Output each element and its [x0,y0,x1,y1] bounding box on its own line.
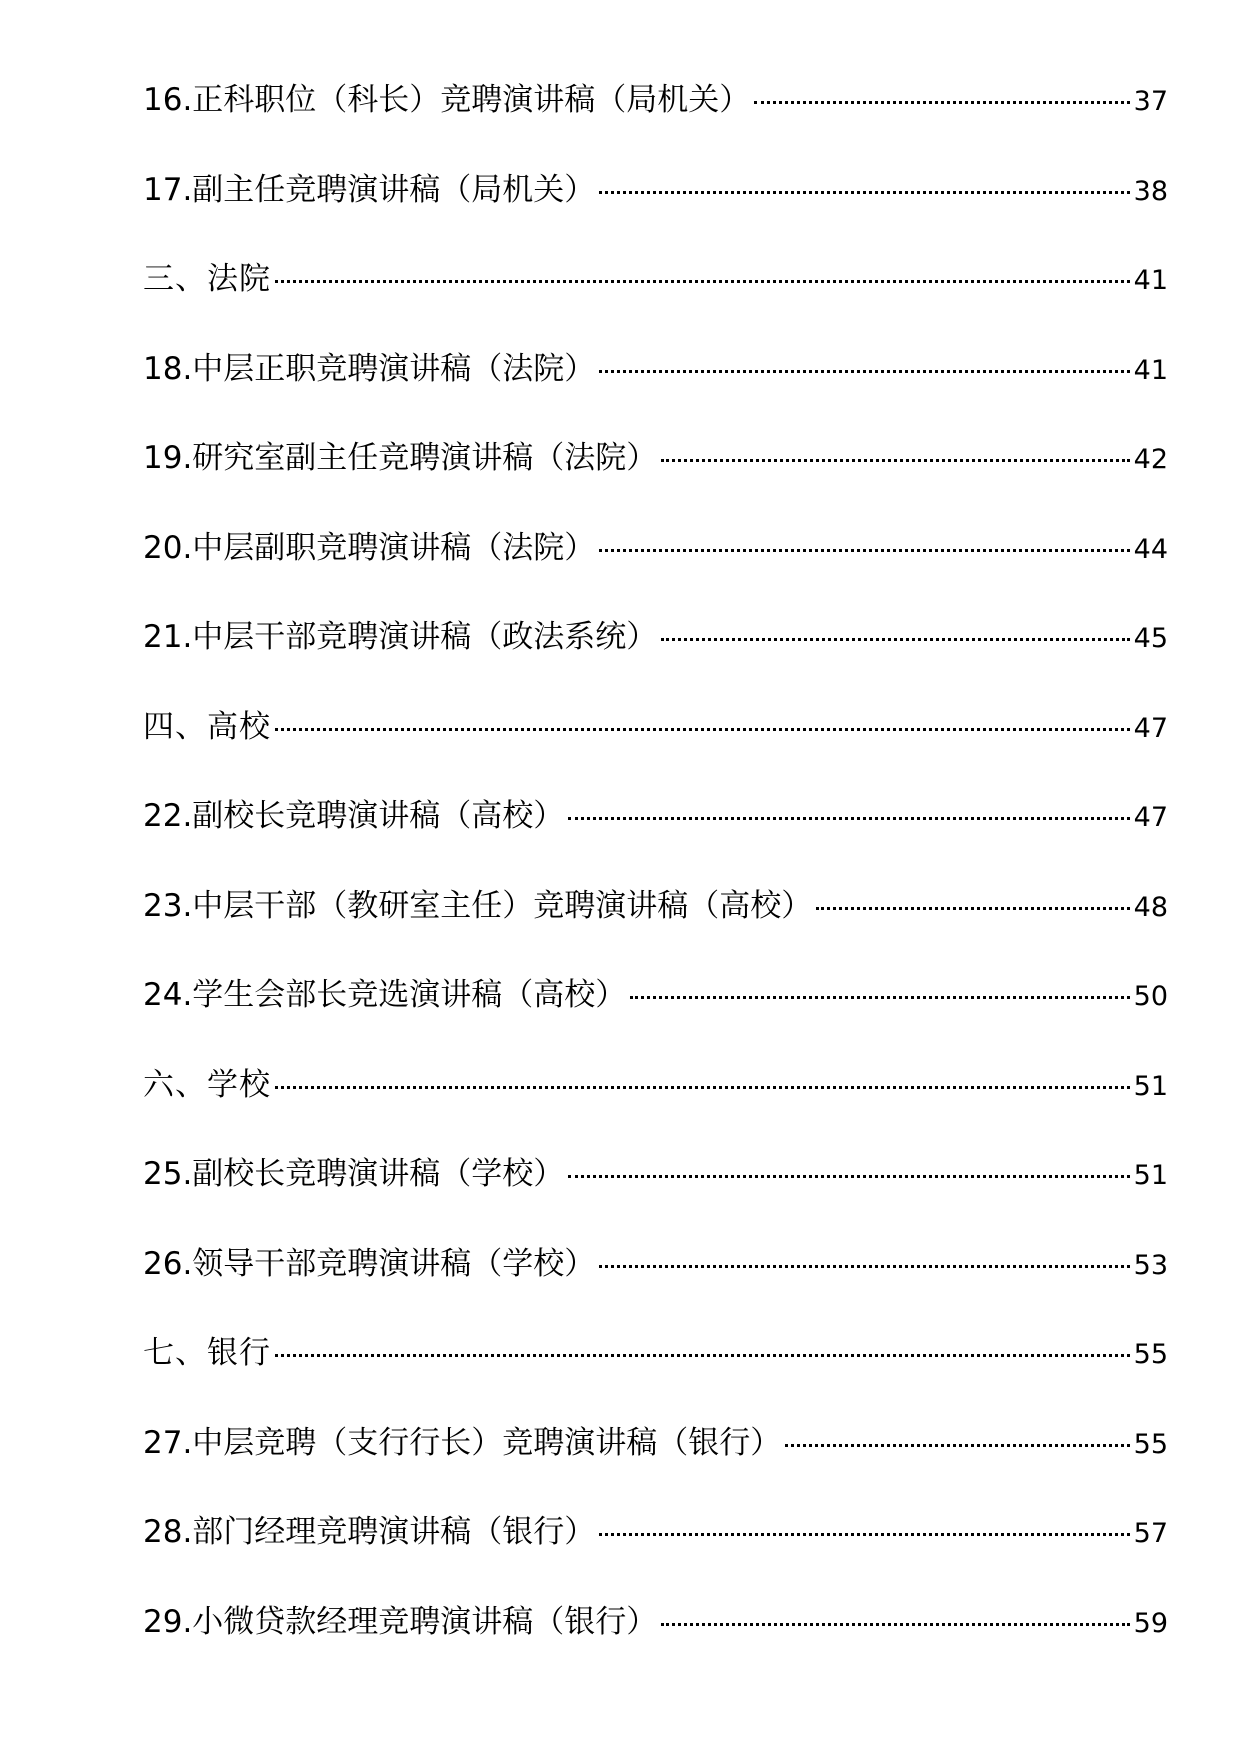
toc-page-number: 48 [1133,891,1168,923]
toc-entry-title: 27.中层竞聘（支行行长）竞聘演讲稿（银行） [143,1424,782,1461]
toc-page-number: 47 [1133,712,1168,744]
toc-dot-leader [599,191,1129,194]
table-of-contents [143,80,1168,1691]
toc-page-number: 50 [1133,981,1168,1012]
toc-dot-leader [275,1086,1130,1089]
toc-page-number: 51 [1133,1070,1168,1102]
toc-dot-leader [661,638,1129,641]
toc-page-number: 55 [1133,1339,1168,1370]
toc-section-heading[interactable] [143,259,1168,349]
toc-entry-title: 21.中层干部竞聘演讲稿（政法系统） [143,619,658,655]
toc-entry[interactable] [143,1244,1168,1334]
toc-entry-title: 17.副主任竞聘演讲稿（局机关） [143,171,596,208]
toc-entry[interactable] [143,617,1168,707]
toc-section-title: 七、银行 [143,1335,271,1371]
toc-dot-leader [816,907,1129,910]
toc-page-number: 41 [1133,354,1168,386]
toc-dot-leader [785,1444,1129,1447]
toc-entry[interactable] [143,796,1168,886]
toc-page-number: 45 [1133,623,1168,654]
toc-dot-leader [275,280,1130,283]
toc-page-number: 37 [1133,86,1168,117]
toc-entry-title: 29.小微贷款经理竞聘演讲稿（银行） [143,1603,658,1640]
toc-entry-title: 22.副校长竞聘演讲稿（高校） [143,798,565,834]
toc-entry-title: 25.副校长竞聘演讲稿（学校） [143,1156,565,1192]
toc-dot-leader [568,817,1129,820]
toc-dot-leader [630,996,1129,999]
toc-entry-title: 28.部门经理竞聘演讲稿（银行） [143,1514,596,1550]
toc-entry[interactable] [143,1512,1168,1602]
toc-page-number: 42 [1133,444,1168,475]
toc-dot-leader [275,1354,1130,1357]
toc-entry[interactable] [143,438,1168,528]
toc-page-number: 51 [1133,1160,1168,1191]
toc-dot-leader [599,549,1129,552]
toc-dot-leader [661,459,1129,462]
toc-entry-title: 24.学生会部长竞选演讲稿（高校） [143,977,627,1013]
toc-section-heading[interactable] [143,1333,1168,1423]
toc-entry[interactable] [143,1154,1168,1244]
toc-section-heading[interactable] [143,1065,1168,1155]
toc-entry-title: 20.中层副职竞聘演讲稿（法院） [143,529,596,566]
toc-entry[interactable] [143,1602,1168,1692]
toc-page-number: 44 [1133,533,1168,565]
toc-page-number: 55 [1133,1428,1168,1460]
toc-entry-title: 16.正科职位（科长）竞聘演讲稿（局机关） [143,82,751,118]
toc-entry-title: 26.领导干部竞聘演讲稿（学校） [143,1245,596,1282]
toc-dot-leader [568,1175,1129,1178]
toc-page-number: 53 [1133,1249,1168,1281]
toc-entry[interactable] [143,886,1168,976]
toc-dot-leader [599,1265,1129,1268]
toc-page-number: 59 [1133,1607,1168,1639]
toc-dot-leader [275,728,1130,731]
toc-entry[interactable] [143,528,1168,618]
toc-section-title: 六、学校 [143,1066,271,1103]
toc-entry-title: 18.中层正职竞聘演讲稿（法院） [143,350,596,387]
toc-dot-leader [599,370,1129,373]
toc-page-number: 57 [1133,1518,1168,1549]
toc-entry[interactable] [143,349,1168,439]
toc-section-heading[interactable] [143,707,1168,797]
toc-dot-leader [754,101,1129,104]
toc-section-title: 三、法院 [143,261,271,297]
toc-page-number: 38 [1133,175,1168,207]
toc-section-title: 四、高校 [143,708,271,745]
toc-entry-title: 19.研究室副主任竞聘演讲稿（法院） [143,440,658,476]
toc-entry[interactable] [143,1423,1168,1513]
toc-page-number: 47 [1133,802,1168,833]
toc-dot-leader [599,1533,1129,1536]
toc-page-number: 41 [1133,265,1168,296]
toc-entry[interactable] [143,170,1168,260]
toc-entry-title: 23.中层干部（教研室主任）竞聘演讲稿（高校） [143,887,813,924]
toc-dot-leader [661,1623,1129,1626]
toc-entry[interactable] [143,80,1168,170]
toc-entry[interactable] [143,975,1168,1065]
